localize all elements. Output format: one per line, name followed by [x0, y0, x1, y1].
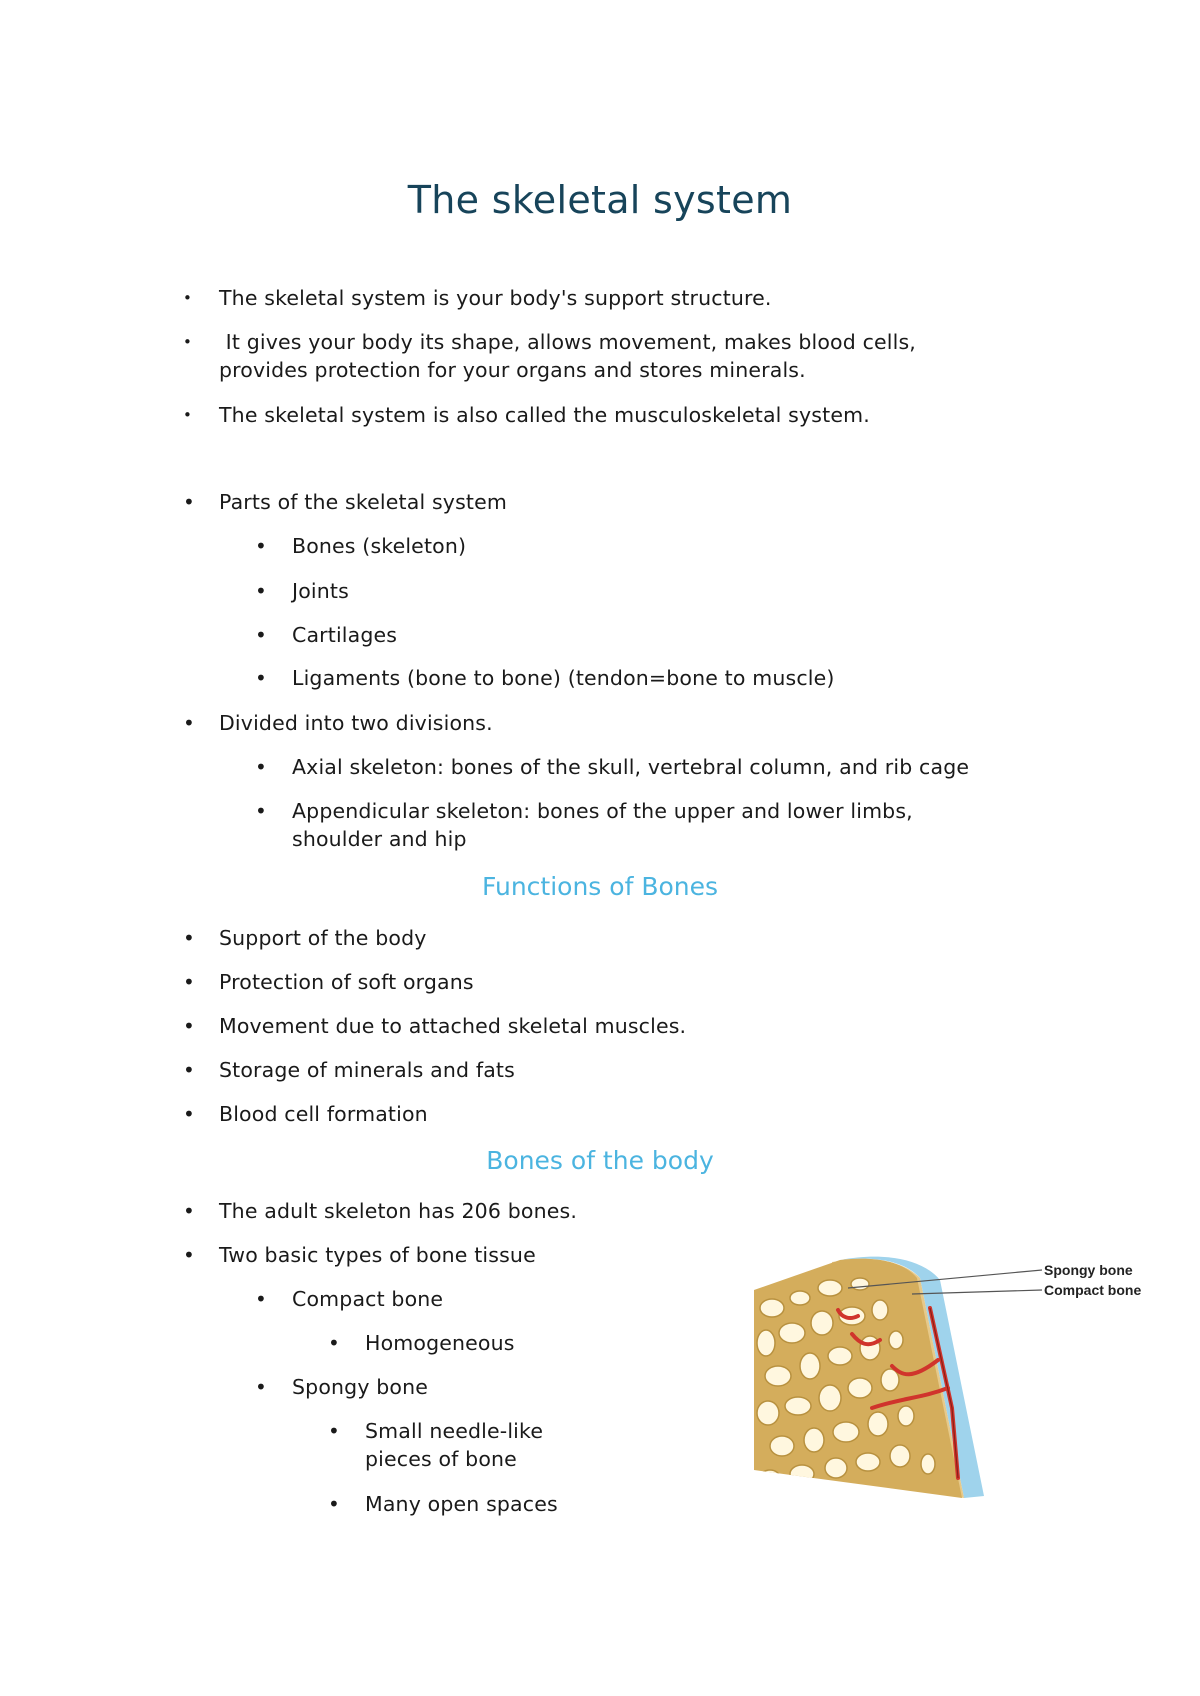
bullet: • — [183, 1014, 195, 1038]
bullet: • — [183, 1243, 195, 1267]
bullet: • — [328, 1419, 340, 1443]
bullet: • — [255, 1375, 267, 1399]
bullet: • — [328, 1331, 340, 1355]
bullet: • — [183, 333, 192, 351]
bone-cross-section-illustration — [752, 1248, 1152, 1498]
section-heading-bones: Bones of the body — [486, 1146, 714, 1175]
bullet: • — [255, 579, 267, 603]
document-page: The skeletal system • The skeletal system is your body's support structure. • It gives your body its shape, allows movement, makes blood cells, provides protection for your organs and stores minerals. • The skeletal system is also called the musculoskeletal system. • Parts of the skeletal system • Bones (skeleton) • Joints • Cartilages • Ligaments (bone to bone) (tendon=bone to muscle) • Divided into two divisions. • Axial skeleton: bones of the skull, vertebral column, and rib cage • Appendicular skeleton: bones of the upper and lower limbs, shoulder and hip Functions of Bones • Support of the body • Protection of soft organs • Movement due to attached skeletal muscles. • Storage of minerals and fats • Blood cell formation Bones of the body • The adult skeleton has 206 bones. • Two basic types of bone tissue • Compact bone • Homogeneous • Spongy bone • Small needle-like pieces of bone • Many open spaces Spongy bone Compact bone — [0, 0, 1200, 1696]
bullet: • — [255, 755, 267, 779]
bullet: • — [183, 1058, 195, 1082]
bullet: • — [183, 1199, 195, 1223]
bullet: • — [328, 1492, 340, 1516]
bullet: • — [183, 289, 192, 307]
bullet: • — [255, 1287, 267, 1311]
label-spongy-bone: Spongy bone — [1044, 1262, 1133, 1278]
section-heading-functions: Functions of Bones — [481, 872, 719, 901]
bullet: • — [255, 534, 267, 558]
label-compact-bone: Compact bone — [1044, 1282, 1142, 1298]
page-title: The skeletal system — [407, 178, 793, 222]
bullet: • — [255, 799, 267, 823]
bullet: • — [255, 666, 267, 690]
bullet: • — [183, 1102, 195, 1126]
bone-cross-section-figure — [752, 1248, 1152, 1498]
bullet: • — [183, 490, 195, 514]
bullet: • — [183, 970, 195, 994]
bullet: • — [183, 711, 195, 735]
bullet: • — [183, 926, 195, 950]
bullet: • — [255, 623, 267, 647]
bullet: • — [183, 406, 192, 424]
